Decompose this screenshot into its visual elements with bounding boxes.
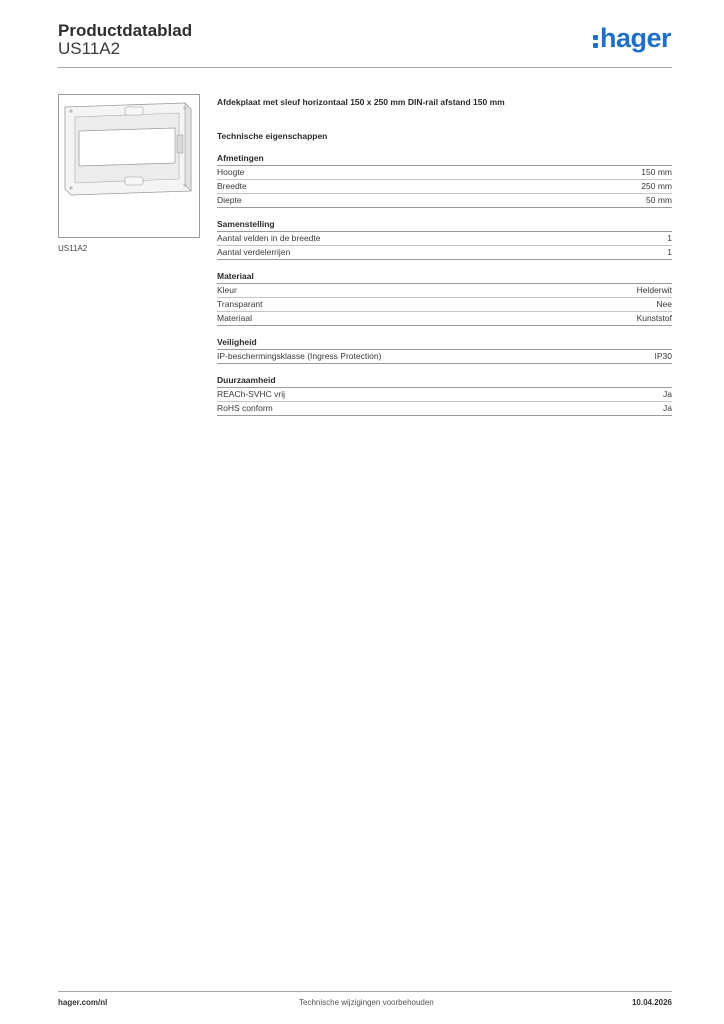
product-title: Afdekplaat met sleuf horizontaal 150 x 250 mm DIN-rail afstand 150 mm [217,97,505,107]
spec-label: Diepte [217,195,242,205]
footer-notice: Technische wijzigingen voorbehouden [299,998,434,1007]
section-title: Afmetingen [217,152,672,166]
spec-value: Ja [663,403,672,413]
spec-row [217,232,672,246]
spec-value: 250 mm [641,181,672,191]
tech-heading: Technische eigenschappen [217,131,328,141]
product-image [58,94,200,238]
spec-row [217,312,672,326]
spec-value: Ja [663,389,672,399]
image-caption: US11A2 [58,244,88,253]
spec-value: 1 [667,247,672,257]
logo-text: hager [600,23,672,53]
spec-label: Aantal verdelerrijen [217,247,291,257]
spec-label: Materiaal [217,313,252,323]
footer-divider [58,991,672,992]
section-afmetingen [217,152,672,208]
spec-content [217,96,672,416]
spec-label: Kleur [217,285,237,295]
logo-dots-icon [593,35,598,51]
section-title: Veiligheid [217,336,672,350]
cover-plate-illustration [59,95,199,237]
section-title: Samenstelling [217,218,672,232]
footer-date: 10.04.2026 [631,998,672,1007]
spec-label: IP-beschermingsklasse (Ingress Protection) [217,351,382,361]
section-materiaal [217,270,672,326]
section-duurzaamheid [217,374,672,416]
spec-row [217,298,672,312]
header-divider [58,67,672,68]
spec-label: Hoogte [217,167,245,177]
spec-row [217,180,672,194]
section-veiligheid [217,336,672,364]
section-title: Materiaal [217,270,672,284]
spec-label: Transparant [217,299,263,309]
header-title: Productdatablad [58,21,193,40]
spec-row [217,284,672,298]
section-samenstelling [217,218,672,260]
spec-row [217,166,672,180]
header-subtitle: US11A2 [58,39,121,58]
spec-value: Kunststof [636,313,672,323]
spec-value: Helderwit [636,285,672,295]
spec-value: 1 [667,233,672,243]
spec-value: 150 mm [641,167,672,177]
spec-row [217,350,672,364]
spec-value: IP30 [654,351,672,361]
section-title: Duurzaamheid [217,374,672,388]
spec-value: 50 mm [646,195,672,205]
spec-label: Aantal velden in de breedte [217,233,321,243]
spec-label: Breedte [217,181,247,191]
spec-label: REACh-SVHC vrij [217,389,286,399]
footer-website-link[interactable]: hager.com/nl [58,998,108,1007]
spec-row [217,246,672,260]
spec-value: Nee [656,299,672,309]
spec-row [217,402,672,416]
spec-row [217,388,672,402]
spec-label: RoHS conform [217,403,273,413]
spec-row [217,194,672,208]
